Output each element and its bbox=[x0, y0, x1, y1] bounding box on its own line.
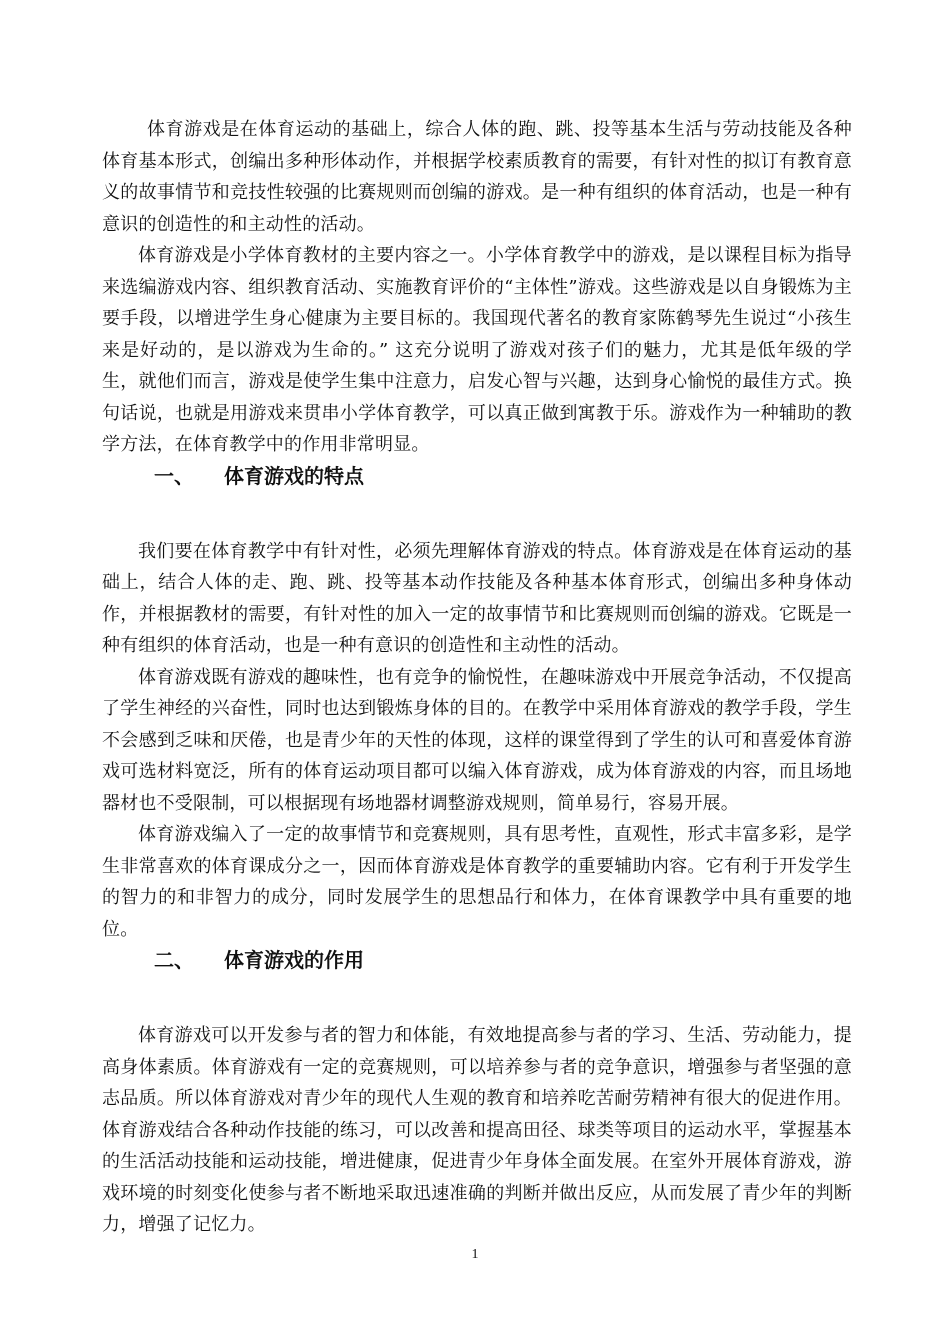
section-number: 二、 bbox=[154, 948, 194, 972]
section1-paragraph-3: 体育游戏编入了一定的故事情节和竞赛规则，具有思考性，直观性，形式丰富多彩，是学生非常喜欢的体育课成分之一，因而体育游戏是体育教学的重要辅助内容。它有利于开发学生的智力的和非智力的成分，同时发展学生的思想品行和体力，在体育课教学中具有重要的地位。 bbox=[102, 824, 852, 940]
section-number: 一、 bbox=[154, 463, 194, 488]
page-number: 1 bbox=[471, 1247, 479, 1262]
section-title: 体育游戏的特点 bbox=[224, 463, 364, 488]
section-heading-2 bbox=[102, 945, 852, 975]
document-body bbox=[102, 114, 852, 1241]
intro-paragraph-2: 体育游戏是小学体育教材的主要内容之一。小学体育教学中的游戏，是以课程目标为指导来选编游戏内容、组织教育活动、实施教育评价的“主体性”游戏。这些游戏是以自身锻炼为主要手段，以增进学生身心健康为主要目标的。我国现代著名的教育家陈鹤琴先生说过“小孩生来是好动的，是以游戏为生命的。” 这充分说明了游戏对孩子们的魅力，尤其是低年级的学生，就他们而言，游戏是使学生集中注意力，启发心智与兴趣，达到身心愉悦的最佳方式。换句话说，也就是用游戏来贯串小学体育教学，可以真正做到寓教于乐。游戏作为一种辅助的教学方法，在体育教学中的作用非常明显。 bbox=[102, 245, 852, 455]
intro-paragraph-1: 体育游戏是在体育运动的基础上，综合人体的跑、跳、投等基本生活与劳动技能及各种体育基本形式，创编出多种形体动作，并根据学校素质教育的需要，有针对性的拟订有教育意义的故事情节和竞技性较强的比赛规则而创编的游戏。是一种有组织的体育活动，也是一种有意识的创造性的和主动性的活动。 bbox=[102, 119, 852, 235]
section-title: 体育游戏的作用 bbox=[224, 948, 364, 972]
section1-paragraph-2: 体育游戏既有游戏的趣味性，也有竞争的愉悦性，在趣味游戏中开展竞争活动，不仅提高了学生神经的兴奋性，同时也达到锻炼身体的目的。在教学中采用体育游戏的教学手段，学生不会感到乏味和厌倦，也是青少年的天性的体现，这样的课堂得到了学生的认可和喜爱体育游戏可选材料宽泛，所有的体育运动项目都可以编入体育游戏，成为体育游戏的内容，而且场地器材也不受限制，可以根据现有场地器材调整游戏规则，简单易行，容易开展。 bbox=[102, 666, 852, 814]
section1-paragraph-1: 我们要在体育教学中有针对性，必须先理解体育游戏的特点。体育游戏是在体育运动的基础上，结合人体的走、跑、跳、投等基本动作技能及各种基本体育形式，创编出多种身体动作，并根据教材的需要，有针对性的加入一定的故事情节和比赛规则而创编的游戏。它既是一种有组织的体育活动，也是一种有意识的创造性和主动性的活动。 bbox=[102, 540, 852, 656]
section2-paragraph-1: 体育游戏可以开发参与者的智力和体能，有效地提高参与者的学习、生活、劳动能力，提高身体素质。体育游戏有一定的竞赛规则，可以培养参与者的竞争意识，增强参与者坚强的意志品质。所以体育游戏对青少年的现代人生观的教育和培养吃苦耐劳精神有很大的促进作用。体育游戏结合各种动作技能的练习，可以改善和提高田径、球类等项目的运动水平，掌握基本的生活活动技能和运动技能，增进健康，促进青少年身体全面发展。在室外开展体育游戏，游戏环境的时刻变化使参与者不断地采取迅速准确的判断并做出反应，从而发展了青少年的判断力，增强了记忆力。 bbox=[102, 1025, 852, 1235]
section-heading-1 bbox=[102, 461, 852, 491]
